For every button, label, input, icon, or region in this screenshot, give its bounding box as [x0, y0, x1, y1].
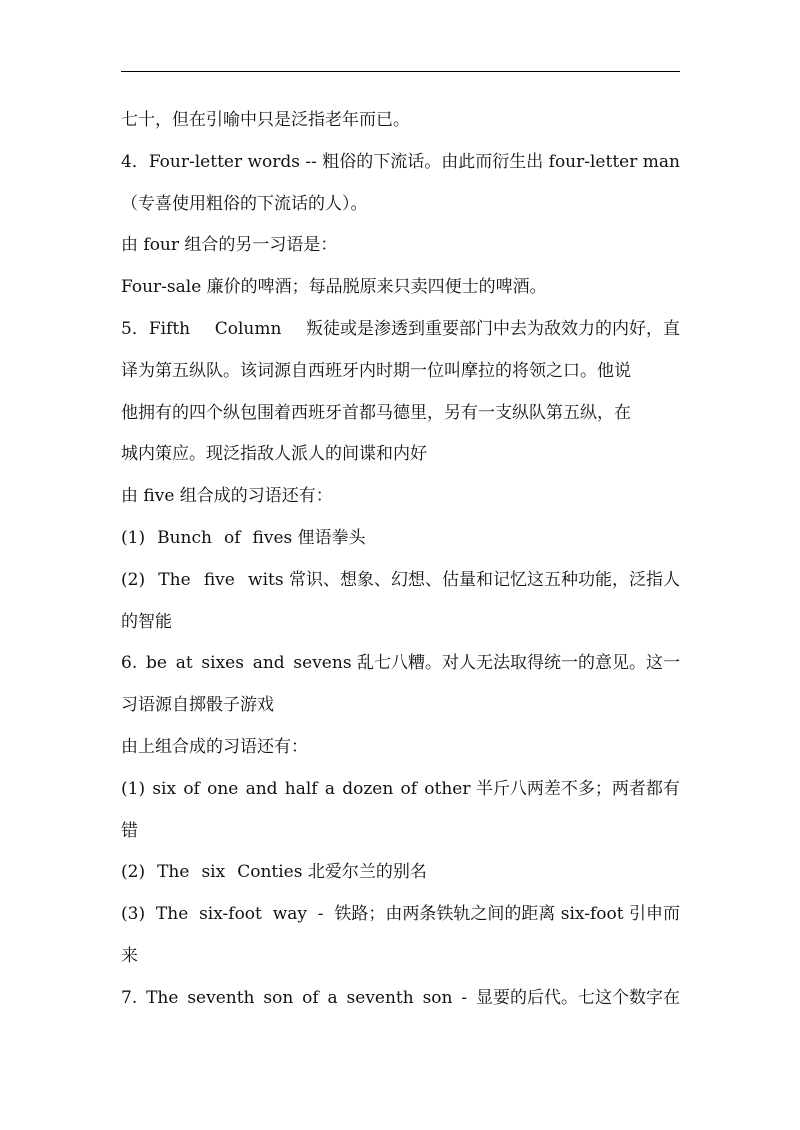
- text-segment: six: [201, 862, 226, 883]
- text-segment: six: [152, 778, 177, 799]
- text-line: 译为第五纵队。该词源自西班牙内时期一位叫摩拉的将领之口。他说: [121, 360, 631, 381]
- text-line: [121, 982, 680, 1024]
- text-segment: -: [317, 904, 324, 925]
- text-segment: (2): [121, 862, 146, 883]
- text-segment: The: [158, 569, 191, 590]
- text-segment: at: [175, 653, 193, 674]
- text-line: 来: [121, 945, 138, 966]
- text-segment: seventh: [187, 987, 255, 1008]
- text-segment: of: [400, 778, 418, 799]
- text-line: 由上组合成的习语还有：: [121, 736, 308, 757]
- text-line: 的智能: [121, 611, 172, 632]
- text-segment: son: [422, 987, 453, 1008]
- text-segment: words: [247, 151, 300, 172]
- text-segment: way: [272, 904, 307, 925]
- text-segment: 粗俗的下流话。由此而衍生出 four-letter: [322, 151, 638, 172]
- text-segment: half: [284, 778, 318, 799]
- text-segment: six-foot: [199, 904, 262, 925]
- text-segment: 6.: [121, 653, 138, 674]
- text-line: 习语源自掷骰子游戏: [121, 695, 274, 716]
- text-line: [121, 564, 680, 606]
- text-segment: 显要的后代。七这个数字在: [475, 987, 680, 1008]
- text-segment: dozen: [342, 778, 394, 799]
- text-segment: and: [252, 653, 285, 674]
- text-segment: (1): [121, 778, 146, 799]
- document-body: [121, 104, 680, 1024]
- text-line: 错: [121, 820, 138, 841]
- text-segment: -: [461, 987, 468, 1008]
- text-line: [121, 647, 680, 689]
- text-segment: Bunch: [157, 527, 212, 548]
- text-segment: The: [155, 904, 189, 925]
- text-segment: Conties 北爱尔兰的别名: [237, 862, 427, 883]
- text-line: 由 five 组合成的习语还有：: [121, 486, 333, 507]
- text-line: [121, 313, 680, 355]
- text-line: [121, 898, 680, 940]
- text-segment: (3): [121, 904, 146, 925]
- text-segment: The: [157, 862, 190, 883]
- header-rule: [121, 71, 680, 72]
- text-segment: (2): [121, 569, 146, 590]
- text-segment: (1): [121, 527, 146, 548]
- text-segment: sevens 乱七八糟。对人无法取得统一的意见。这一: [293, 653, 680, 674]
- text-line: 七十，但在引喻中只是泛指老年而已。: [121, 110, 410, 130]
- text-segment: man: [642, 151, 680, 172]
- text-segment: five: [203, 569, 235, 590]
- text-segment: of: [223, 527, 241, 548]
- text-segment: 铁路；由两条铁轨之间的距离 six-foot 引申而: [334, 904, 680, 925]
- text-segment: one: [207, 778, 239, 799]
- text-line: Four-sale 廉价的啤酒；每品脱原来只卖四便士的啤酒。: [121, 277, 547, 298]
- text-segment: wits 常识、想象、幻想、估量和记忆这五种功能，泛指人: [248, 569, 680, 590]
- text-segment: Column: [214, 318, 282, 339]
- text-segment: --: [305, 151, 317, 172]
- text-line: [121, 856, 680, 898]
- text-line: [121, 146, 680, 188]
- text-segment: 叛徒或是渗透到重要部门中去为敌效力的内好，直: [305, 318, 680, 339]
- text-segment: a: [324, 778, 335, 799]
- text-line: （专喜使用粗俗的下流话的人）。: [121, 193, 368, 214]
- text-line: 城内策应。现泛指敌人派人的间谍和内好: [121, 444, 427, 465]
- text-segment: and: [245, 778, 278, 799]
- text-segment: other 半斤八两差不多；两者都有: [424, 778, 680, 799]
- text-line: [121, 773, 680, 815]
- text-segment: be: [145, 653, 167, 674]
- text-segment: seventh: [346, 987, 414, 1008]
- text-segment: 5．Fifth: [121, 318, 191, 339]
- text-line: 他拥有的四个纵包围着西班牙首都马德里，另有一支纵队第五纵，在: [121, 402, 631, 423]
- text-segment: sixes: [201, 653, 244, 674]
- text-segment: The: [146, 987, 179, 1008]
- text-segment: a: [327, 987, 338, 1008]
- text-segment: 4．Four-letter: [121, 151, 243, 172]
- text-segment: 7.: [121, 987, 138, 1008]
- text-segment: son: [263, 987, 294, 1008]
- text-line: [121, 522, 680, 564]
- text-line: 由 four 组合的另一习语是：: [121, 235, 338, 256]
- text-segment: fives 俚语拳头: [252, 527, 366, 548]
- text-segment: of: [183, 778, 200, 799]
- text-segment: of: [302, 987, 319, 1008]
